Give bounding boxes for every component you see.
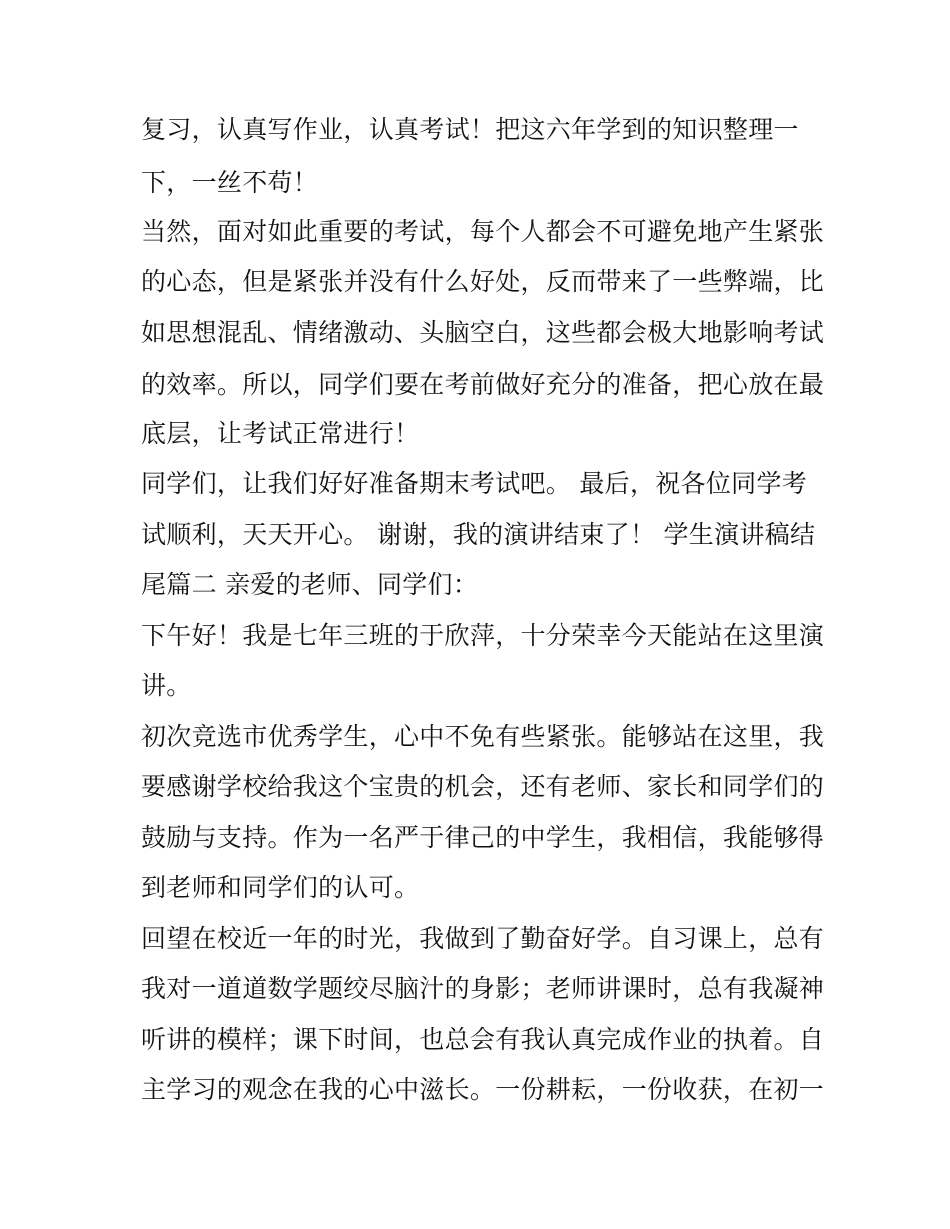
text-line: 的效率。所以，同学们要在考前做好充分的准备，把心放在最 [141,370,825,399]
text-line: 同学们，让我们好好准备期末考试吧。 最后，祝各位同学考 [141,469,808,498]
text-line: 的心态，但是紧张并没有什么好处，反而带来了一些弊端，比 [141,267,825,296]
text-line: 到老师和同学们的认可。 [141,873,420,902]
text-line: 要感谢学校给我这个宝贵的机会，还有老师、家长和同学们的 [141,772,825,801]
text-line: 复习，认真写作业，认真考试！把这六年学到的知识整理一 [141,115,799,144]
text-line: 试顺利，天天开心。 谢谢，我的演讲结束了！ 学生演讲稿结 [141,520,816,549]
text-line: 听讲的模样；课下时间，也总会有我认真完成作业的执着。自 [141,1025,825,1054]
text-line: 回望在校近一年的时光，我做到了勤奋好学。自习课上，总有 [141,924,825,953]
text-line: 鼓励与支持。作为一名严于律己的中学生，我相信，我能够得 [141,823,825,852]
text-line: 初次竞选市优秀学生，心中不免有些紧张。能够站在这里，我 [141,722,825,751]
text-line: 当然，面对如此重要的考试，每个人都会不可避免地产生紧张 [141,217,825,246]
text-line: 下，一丝不苟！ [141,168,319,197]
text-line: 尾篇二 亲爱的老师、同学们： [141,570,479,599]
text-line: 讲。 [141,671,192,700]
text-line: 如思想混乱、情绪激动、头脑空白，这些都会极大地影响考试 [141,318,825,347]
text-line: 我对一道道数学题绞尽脑汁的身影；老师讲课时，总有我凝神 [141,974,825,1003]
text-line: 底层，让考试正常进行！ [141,419,420,448]
text-line: 下午好！我是七年三班的于欣萍，十分荣幸今天能站在这里演 [141,621,825,650]
text-line: 主学习的观念在我的心中滋长。一份耕耘，一份收获，在初一 [141,1075,825,1104]
